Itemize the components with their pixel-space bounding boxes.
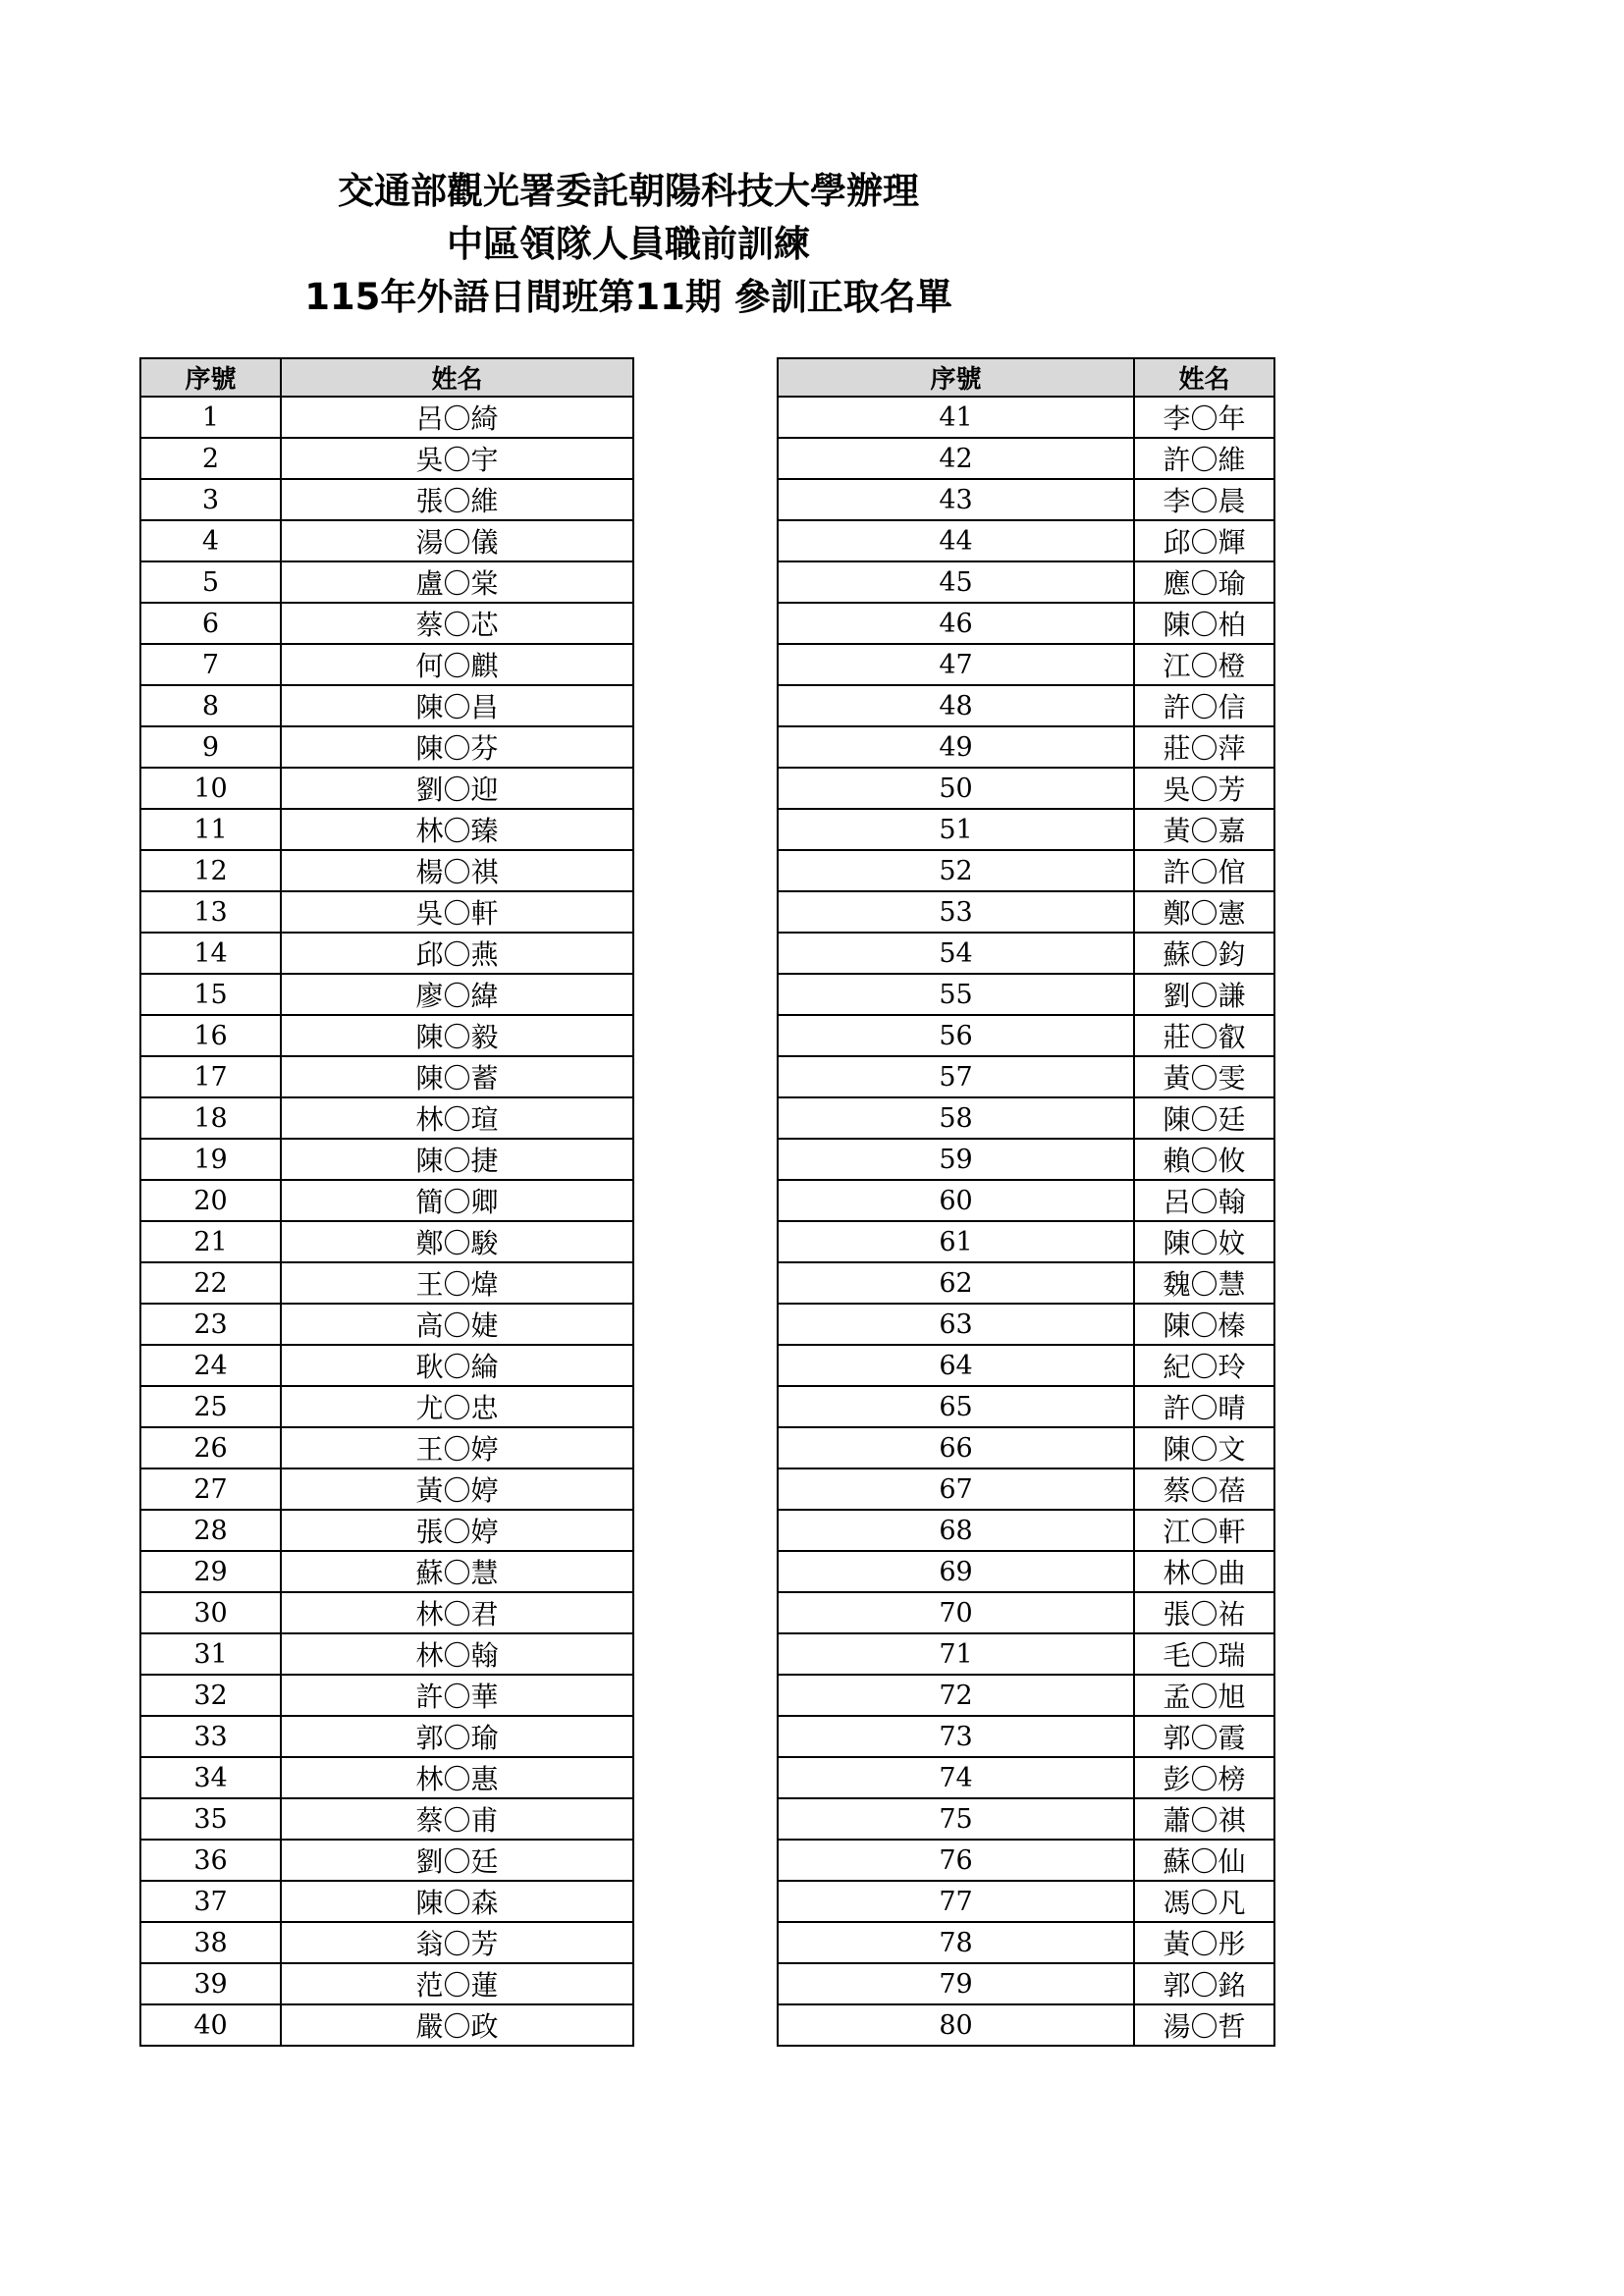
seq-cell: 37 bbox=[140, 1881, 281, 1922]
seq-cell: 19 bbox=[140, 1139, 281, 1180]
name-cell: 蔡〇芯 bbox=[281, 603, 633, 644]
table-row bbox=[140, 685, 633, 726]
name-cell: 黃〇嘉 bbox=[1134, 809, 1274, 850]
seq-cell: 13 bbox=[140, 891, 281, 933]
name-cell: 盧〇棠 bbox=[281, 561, 633, 603]
table-row bbox=[140, 1221, 633, 1262]
seq-cell: 54 bbox=[778, 933, 1134, 974]
name-cell: 林〇臻 bbox=[281, 809, 633, 850]
name-cell: 湯〇哲 bbox=[1134, 2004, 1274, 2046]
seq-cell: 74 bbox=[778, 1757, 1134, 1798]
seq-cell: 60 bbox=[778, 1180, 1134, 1221]
seq-cell: 22 bbox=[140, 1262, 281, 1304]
name-cell: 莊〇萍 bbox=[1134, 726, 1274, 768]
seq-cell: 9 bbox=[140, 726, 281, 768]
seq-cell: 24 bbox=[140, 1345, 281, 1386]
name-cell: 賴〇攸 bbox=[1134, 1139, 1274, 1180]
seq-cell: 59 bbox=[778, 1139, 1134, 1180]
name-cell: 李〇晨 bbox=[1134, 479, 1274, 520]
name-cell: 李〇年 bbox=[1134, 397, 1274, 438]
table-row bbox=[140, 1262, 633, 1304]
seq-cell: 33 bbox=[140, 1716, 281, 1757]
table-row bbox=[778, 1262, 1274, 1304]
seq-cell: 72 bbox=[778, 1675, 1134, 1716]
seq-cell: 23 bbox=[140, 1304, 281, 1345]
seq-cell: 35 bbox=[140, 1798, 281, 1840]
document-title-line-1: 交通部觀光署委託朝陽科技大學辦理 bbox=[338, 170, 919, 212]
name-cell: 郭〇瑜 bbox=[281, 1716, 633, 1757]
name-cell: 嚴〇政 bbox=[281, 2004, 633, 2046]
name-cell: 蕭〇祺 bbox=[1134, 1798, 1274, 1840]
table-row bbox=[778, 520, 1274, 561]
table-header-row bbox=[778, 358, 1274, 397]
seq-cell: 73 bbox=[778, 1716, 1134, 1757]
table-row bbox=[140, 1468, 633, 1510]
seq-cell: 26 bbox=[140, 1427, 281, 1468]
table-row bbox=[778, 561, 1274, 603]
seq-cell: 28 bbox=[140, 1510, 281, 1551]
column-header-seq: 序號 bbox=[140, 358, 281, 397]
name-cell: 吳〇軒 bbox=[281, 891, 633, 933]
name-cell: 陳〇蓄 bbox=[281, 1056, 633, 1097]
name-cell: 楊〇祺 bbox=[281, 850, 633, 891]
name-cell: 林〇君 bbox=[281, 1592, 633, 1633]
name-cell: 馮〇凡 bbox=[1134, 1881, 1274, 1922]
table-row bbox=[140, 1881, 633, 1922]
name-cell: 江〇橙 bbox=[1134, 644, 1274, 685]
column-header-name: 姓名 bbox=[1134, 358, 1274, 397]
seq-cell: 44 bbox=[778, 520, 1134, 561]
table-row bbox=[140, 520, 633, 561]
table-row bbox=[778, 1757, 1274, 1798]
table-row bbox=[778, 603, 1274, 644]
roster-table-right bbox=[777, 357, 1275, 2047]
seq-cell: 58 bbox=[778, 1097, 1134, 1139]
table-row bbox=[140, 850, 633, 891]
table-row bbox=[140, 1633, 633, 1675]
seq-cell: 10 bbox=[140, 768, 281, 809]
table-row bbox=[778, 1180, 1274, 1221]
seq-cell: 40 bbox=[140, 2004, 281, 2046]
table-row bbox=[140, 933, 633, 974]
table-row bbox=[140, 1015, 633, 1056]
table-row bbox=[778, 850, 1274, 891]
table-row bbox=[778, 1304, 1274, 1345]
seq-cell: 14 bbox=[140, 933, 281, 974]
table-row bbox=[778, 1510, 1274, 1551]
name-cell: 蘇〇慧 bbox=[281, 1551, 633, 1592]
table-row bbox=[140, 1386, 633, 1427]
seq-cell: 4 bbox=[140, 520, 281, 561]
seq-cell: 5 bbox=[140, 561, 281, 603]
name-cell: 陳〇森 bbox=[281, 1881, 633, 1922]
seq-cell: 48 bbox=[778, 685, 1134, 726]
seq-cell: 65 bbox=[778, 1386, 1134, 1427]
seq-cell: 66 bbox=[778, 1427, 1134, 1468]
table-row bbox=[778, 644, 1274, 685]
table-row bbox=[140, 438, 633, 479]
seq-cell: 27 bbox=[140, 1468, 281, 1510]
name-cell: 陳〇妏 bbox=[1134, 1221, 1274, 1262]
name-cell: 邱〇燕 bbox=[281, 933, 633, 974]
seq-cell: 42 bbox=[778, 438, 1134, 479]
name-cell: 陳〇捷 bbox=[281, 1139, 633, 1180]
name-cell: 蔡〇甫 bbox=[281, 1798, 633, 1840]
table-row bbox=[140, 479, 633, 520]
seq-cell: 61 bbox=[778, 1221, 1134, 1262]
seq-cell: 32 bbox=[140, 1675, 281, 1716]
name-cell: 邱〇輝 bbox=[1134, 520, 1274, 561]
name-cell: 林〇翰 bbox=[281, 1633, 633, 1675]
seq-cell: 69 bbox=[778, 1551, 1134, 1592]
seq-cell: 46 bbox=[778, 603, 1134, 644]
table-row bbox=[140, 1963, 633, 2004]
table-header-row bbox=[140, 358, 633, 397]
table-row bbox=[140, 1592, 633, 1633]
name-cell: 陳〇柏 bbox=[1134, 603, 1274, 644]
table-row bbox=[140, 561, 633, 603]
seq-cell: 55 bbox=[778, 974, 1134, 1015]
seq-cell: 62 bbox=[778, 1262, 1134, 1304]
table-row bbox=[140, 644, 633, 685]
name-cell: 翁〇芳 bbox=[281, 1922, 633, 1963]
name-cell: 何〇麒 bbox=[281, 644, 633, 685]
seq-cell: 8 bbox=[140, 685, 281, 726]
seq-cell: 18 bbox=[140, 1097, 281, 1139]
table-row bbox=[778, 397, 1274, 438]
name-cell: 張〇祐 bbox=[1134, 1592, 1274, 1633]
name-cell: 劉〇迎 bbox=[281, 768, 633, 809]
table-row bbox=[140, 1840, 633, 1881]
table-row bbox=[778, 726, 1274, 768]
seq-cell: 34 bbox=[140, 1757, 281, 1798]
table-row bbox=[140, 1510, 633, 1551]
name-cell: 湯〇儀 bbox=[281, 520, 633, 561]
document-title-block bbox=[0, 165, 1257, 324]
column-header-name: 姓名 bbox=[281, 358, 633, 397]
seq-cell: 70 bbox=[778, 1592, 1134, 1633]
table-row bbox=[140, 603, 633, 644]
seq-cell: 38 bbox=[140, 1922, 281, 1963]
name-cell: 鄭〇憲 bbox=[1134, 891, 1274, 933]
name-cell: 魏〇慧 bbox=[1134, 1262, 1274, 1304]
name-cell: 孟〇旭 bbox=[1134, 1675, 1274, 1716]
seq-cell: 47 bbox=[778, 644, 1134, 685]
seq-cell: 78 bbox=[778, 1922, 1134, 1963]
seq-cell: 49 bbox=[778, 726, 1134, 768]
table-row bbox=[778, 1056, 1274, 1097]
name-cell: 王〇煒 bbox=[281, 1262, 633, 1304]
seq-cell: 45 bbox=[778, 561, 1134, 603]
seq-cell: 36 bbox=[140, 1840, 281, 1881]
name-cell: 林〇曲 bbox=[1134, 1551, 1274, 1592]
seq-cell: 50 bbox=[778, 768, 1134, 809]
table-row bbox=[140, 1304, 633, 1345]
name-cell: 黃〇婷 bbox=[281, 1468, 633, 1510]
name-cell: 蘇〇鈞 bbox=[1134, 933, 1274, 974]
table-row bbox=[140, 726, 633, 768]
seq-cell: 75 bbox=[778, 1798, 1134, 1840]
seq-cell: 51 bbox=[778, 809, 1134, 850]
name-cell: 許〇晴 bbox=[1134, 1386, 1274, 1427]
table-row bbox=[778, 933, 1274, 974]
name-cell: 紀〇玲 bbox=[1134, 1345, 1274, 1386]
roster-right-body bbox=[778, 397, 1274, 2046]
name-cell: 陳〇文 bbox=[1134, 1427, 1274, 1468]
seq-cell: 11 bbox=[140, 809, 281, 850]
seq-cell: 53 bbox=[778, 891, 1134, 933]
name-cell: 蘇〇仙 bbox=[1134, 1840, 1274, 1881]
name-cell: 應〇瑜 bbox=[1134, 561, 1274, 603]
name-cell: 呂〇綺 bbox=[281, 397, 633, 438]
name-cell: 林〇瑄 bbox=[281, 1097, 633, 1139]
seq-cell: 71 bbox=[778, 1633, 1134, 1675]
seq-cell: 2 bbox=[140, 438, 281, 479]
seq-cell: 30 bbox=[140, 1592, 281, 1633]
table-row bbox=[140, 809, 633, 850]
table-row bbox=[140, 1716, 633, 1757]
name-cell: 黃〇雯 bbox=[1134, 1056, 1274, 1097]
seq-cell: 77 bbox=[778, 1881, 1134, 1922]
seq-cell: 57 bbox=[778, 1056, 1134, 1097]
name-cell: 吳〇芳 bbox=[1134, 768, 1274, 809]
seq-cell: 1 bbox=[140, 397, 281, 438]
table-row bbox=[140, 1345, 633, 1386]
name-cell: 高〇婕 bbox=[281, 1304, 633, 1345]
name-cell: 陳〇芬 bbox=[281, 726, 633, 768]
table-row bbox=[140, 768, 633, 809]
table-row bbox=[778, 974, 1274, 1015]
name-cell: 簡〇卿 bbox=[281, 1180, 633, 1221]
name-cell: 黃〇彤 bbox=[1134, 1922, 1274, 1963]
seq-cell: 41 bbox=[778, 397, 1134, 438]
name-cell: 毛〇瑞 bbox=[1134, 1633, 1274, 1675]
table-row bbox=[778, 1963, 1274, 2004]
name-cell: 江〇軒 bbox=[1134, 1510, 1274, 1551]
name-cell: 蔡〇蓓 bbox=[1134, 1468, 1274, 1510]
table-row bbox=[778, 1139, 1274, 1180]
table-row bbox=[778, 1592, 1274, 1633]
name-cell: 呂〇翰 bbox=[1134, 1180, 1274, 1221]
seq-cell: 56 bbox=[778, 1015, 1134, 1056]
table-row bbox=[140, 397, 633, 438]
name-cell: 張〇維 bbox=[281, 479, 633, 520]
seq-cell: 7 bbox=[140, 644, 281, 685]
table-row bbox=[140, 1757, 633, 1798]
table-row bbox=[140, 1427, 633, 1468]
seq-cell: 64 bbox=[778, 1345, 1134, 1386]
document-title-line-2: 中區領隊人員職前訓練 bbox=[447, 223, 810, 265]
table-row bbox=[778, 1798, 1274, 1840]
seq-cell: 79 bbox=[778, 1963, 1134, 2004]
name-cell: 陳〇昌 bbox=[281, 685, 633, 726]
table-row bbox=[778, 891, 1274, 933]
table-row bbox=[778, 685, 1274, 726]
table-row bbox=[778, 1922, 1274, 1963]
table-row bbox=[778, 438, 1274, 479]
table-row bbox=[140, 1675, 633, 1716]
name-cell: 劉〇謙 bbox=[1134, 974, 1274, 1015]
name-cell: 許〇維 bbox=[1134, 438, 1274, 479]
table-row bbox=[778, 809, 1274, 850]
name-cell: 郭〇銘 bbox=[1134, 1963, 1274, 2004]
table-row bbox=[778, 1221, 1274, 1262]
document-title-line-3: 115年外語日間班第11期 參訓正取名單 bbox=[304, 276, 952, 318]
seq-cell: 52 bbox=[778, 850, 1134, 891]
table-row bbox=[778, 1716, 1274, 1757]
table-row bbox=[140, 1056, 633, 1097]
name-cell: 彭〇榜 bbox=[1134, 1757, 1274, 1798]
seq-cell: 68 bbox=[778, 1510, 1134, 1551]
name-cell: 耿〇綸 bbox=[281, 1345, 633, 1386]
seq-cell: 25 bbox=[140, 1386, 281, 1427]
table-row bbox=[140, 974, 633, 1015]
name-cell: 林〇惠 bbox=[281, 1757, 633, 1798]
name-cell: 許〇華 bbox=[281, 1675, 633, 1716]
table-row bbox=[140, 1798, 633, 1840]
table-row bbox=[140, 1139, 633, 1180]
roster-table-left bbox=[139, 357, 634, 2047]
name-cell: 許〇信 bbox=[1134, 685, 1274, 726]
table-row bbox=[778, 1345, 1274, 1386]
seq-cell: 6 bbox=[140, 603, 281, 644]
table-row bbox=[778, 1427, 1274, 1468]
table-row bbox=[778, 1881, 1274, 1922]
seq-cell: 17 bbox=[140, 1056, 281, 1097]
table-row bbox=[778, 2004, 1274, 2046]
name-cell: 陳〇廷 bbox=[1134, 1097, 1274, 1139]
table-row bbox=[778, 1468, 1274, 1510]
name-cell: 王〇婷 bbox=[281, 1427, 633, 1468]
name-cell: 郭〇霞 bbox=[1134, 1716, 1274, 1757]
seq-cell: 16 bbox=[140, 1015, 281, 1056]
seq-cell: 3 bbox=[140, 479, 281, 520]
seq-cell: 31 bbox=[140, 1633, 281, 1675]
table-row bbox=[140, 1922, 633, 1963]
table-row bbox=[140, 1180, 633, 1221]
seq-cell: 39 bbox=[140, 1963, 281, 2004]
seq-cell: 21 bbox=[140, 1221, 281, 1262]
table-row bbox=[778, 768, 1274, 809]
table-row bbox=[778, 1551, 1274, 1592]
name-cell: 范〇蓮 bbox=[281, 1963, 633, 2004]
table-row bbox=[778, 1097, 1274, 1139]
seq-cell: 29 bbox=[140, 1551, 281, 1592]
table-row bbox=[140, 1551, 633, 1592]
table-row bbox=[140, 891, 633, 933]
table-row bbox=[778, 1015, 1274, 1056]
column-header-seq: 序號 bbox=[778, 358, 1134, 397]
name-cell: 劉〇廷 bbox=[281, 1840, 633, 1881]
seq-cell: 63 bbox=[778, 1304, 1134, 1345]
name-cell: 鄭〇駿 bbox=[281, 1221, 633, 1262]
roster-left-body bbox=[140, 397, 633, 2046]
table-row bbox=[778, 1633, 1274, 1675]
table-row bbox=[140, 2004, 633, 2046]
seq-cell: 67 bbox=[778, 1468, 1134, 1510]
name-cell: 陳〇榛 bbox=[1134, 1304, 1274, 1345]
table-row bbox=[140, 1097, 633, 1139]
name-cell: 廖〇緯 bbox=[281, 974, 633, 1015]
name-cell: 吳〇宇 bbox=[281, 438, 633, 479]
seq-cell: 76 bbox=[778, 1840, 1134, 1881]
seq-cell: 43 bbox=[778, 479, 1134, 520]
table-row bbox=[778, 1840, 1274, 1881]
name-cell: 尤〇忠 bbox=[281, 1386, 633, 1427]
seq-cell: 20 bbox=[140, 1180, 281, 1221]
table-row bbox=[778, 1386, 1274, 1427]
name-cell: 陳〇毅 bbox=[281, 1015, 633, 1056]
seq-cell: 12 bbox=[140, 850, 281, 891]
name-cell: 許〇倌 bbox=[1134, 850, 1274, 891]
table-row bbox=[778, 1675, 1274, 1716]
seq-cell: 15 bbox=[140, 974, 281, 1015]
seq-cell: 80 bbox=[778, 2004, 1134, 2046]
name-cell: 張〇婷 bbox=[281, 1510, 633, 1551]
name-cell: 莊〇叡 bbox=[1134, 1015, 1274, 1056]
table-row bbox=[778, 479, 1274, 520]
